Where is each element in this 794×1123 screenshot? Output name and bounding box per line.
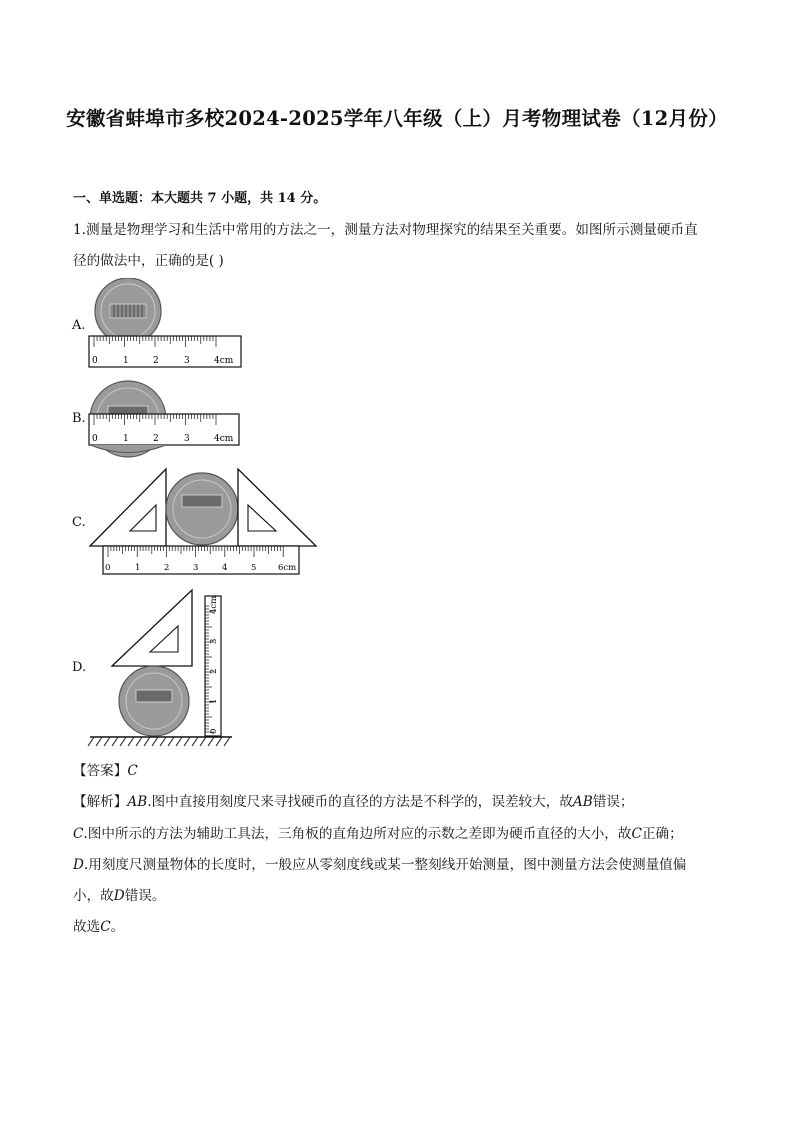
analysis-ab: AB xyxy=(127,794,148,810)
analysis-d-2: D xyxy=(113,888,125,904)
vertical-ruler-d xyxy=(205,596,221,736)
analysis-c: C xyxy=(73,826,84,842)
ruler-c-tick-5: 5 xyxy=(251,563,257,573)
option-c-figure xyxy=(86,465,322,580)
analysis-end-2: 正确； xyxy=(641,826,683,842)
answer-value: C xyxy=(127,763,138,779)
section-heading: 一、单选题：本大题共 7 小题，共 14 分。 xyxy=(73,191,327,206)
answer-line xyxy=(73,759,138,779)
ruler-a-tick-0: 0 xyxy=(92,356,98,366)
answer-tag: 【答案】 xyxy=(73,763,128,779)
ruler-c-tick-6: 6cm xyxy=(278,563,297,573)
coin-a xyxy=(95,278,161,344)
coin-d xyxy=(119,666,189,736)
ruler-d-tick-1: 1 xyxy=(209,698,219,704)
option-a-figure xyxy=(86,278,246,370)
question-line-1: 1.测量是物理学习和生活中常用的方法之一，测量方法对物理探究的结果至关重要。如图所示测量硬币直 xyxy=(73,222,698,238)
conclusion-c: C xyxy=(100,919,111,935)
option-b-figure xyxy=(86,376,246,462)
ruler-b-tick-1: 1 xyxy=(123,434,129,444)
analysis-end-1: 错误； xyxy=(592,794,634,810)
analysis-line-3 xyxy=(73,853,686,873)
page-title: 安徽省蚌埠市多校2024-2025学年八年级（上）月考物理试卷（12月份） xyxy=(66,107,728,130)
ruler-b-tick-0: 0 xyxy=(92,434,98,444)
ruler-b xyxy=(89,414,239,445)
ruler-c-tick-0: 0 xyxy=(105,563,111,573)
option-a-label: A. xyxy=(72,318,86,333)
analysis-tag: 【解析】 xyxy=(73,794,128,810)
ruler-a-tick-3: 3 xyxy=(184,356,190,366)
analysis-line-1 xyxy=(73,790,634,810)
analysis-end-4: 错误。 xyxy=(124,888,166,904)
analysis-text-1: .图中直接用刻度尺来寻找硬币的直径的方法是不科学的，误差较大，故 xyxy=(147,794,573,810)
right-triangle-ruler xyxy=(238,469,316,546)
ruler-b-tick-4: 4cm xyxy=(214,434,234,444)
triangle-ruler-d xyxy=(112,590,192,666)
analysis-d: D xyxy=(73,857,84,873)
conclusion-text: 故选 xyxy=(73,919,101,935)
ruler-d-tick-0: 0 xyxy=(209,728,219,734)
analysis-ab-2: AB xyxy=(572,794,593,810)
ruler-a-tick-2: 2 xyxy=(153,356,159,366)
left-triangle-ruler xyxy=(90,469,166,546)
conclusion-line xyxy=(73,915,124,935)
ruler-d-tick-2: 2 xyxy=(209,668,219,674)
analysis-line-4 xyxy=(73,884,165,904)
ruler-c-tick-1: 1 xyxy=(135,563,141,573)
option-d-figure xyxy=(86,586,238,750)
analysis-line-2 xyxy=(73,822,683,842)
ruler-b-tick-3: 3 xyxy=(184,434,190,444)
ruler-c-tick-2: 2 xyxy=(164,563,170,573)
option-b-label: B. xyxy=(72,411,86,426)
ruler-a-tick-4: 4cm xyxy=(214,356,234,366)
ruler-b-tick-2: 2 xyxy=(153,434,159,444)
conclusion-end: 。 xyxy=(110,919,125,935)
analysis-text-2: .图中所示的方法为辅助工具法，三角板的直角边所对应的示数之差即为硬币直径的大小，故 xyxy=(83,826,632,842)
option-d-label: D. xyxy=(72,660,87,675)
ruler-d-tick-3: 3 xyxy=(209,638,219,644)
ruler-d-tick-4: 4cm xyxy=(209,595,219,614)
option-c-label: C. xyxy=(72,515,86,530)
ruler-c xyxy=(103,546,299,574)
ruler-c-tick-3: 3 xyxy=(193,563,199,573)
coin-c xyxy=(166,473,238,545)
ruler-a xyxy=(89,336,241,367)
analysis-c-2: C xyxy=(631,826,642,842)
ruler-c-tick-4: 4 xyxy=(222,563,228,573)
ground-hatching xyxy=(88,737,232,746)
analysis-text-3: .用刻度尺测量物体的长度时，一般应从零刻度线或某一整刻线开始测量，图中测量方法会使测量值偏 xyxy=(83,857,687,873)
question-line-2: 径的做法中，正确的是( ) xyxy=(73,253,224,269)
ruler-a-tick-1: 1 xyxy=(123,356,129,366)
analysis-text-4: 小，故 xyxy=(73,888,114,904)
